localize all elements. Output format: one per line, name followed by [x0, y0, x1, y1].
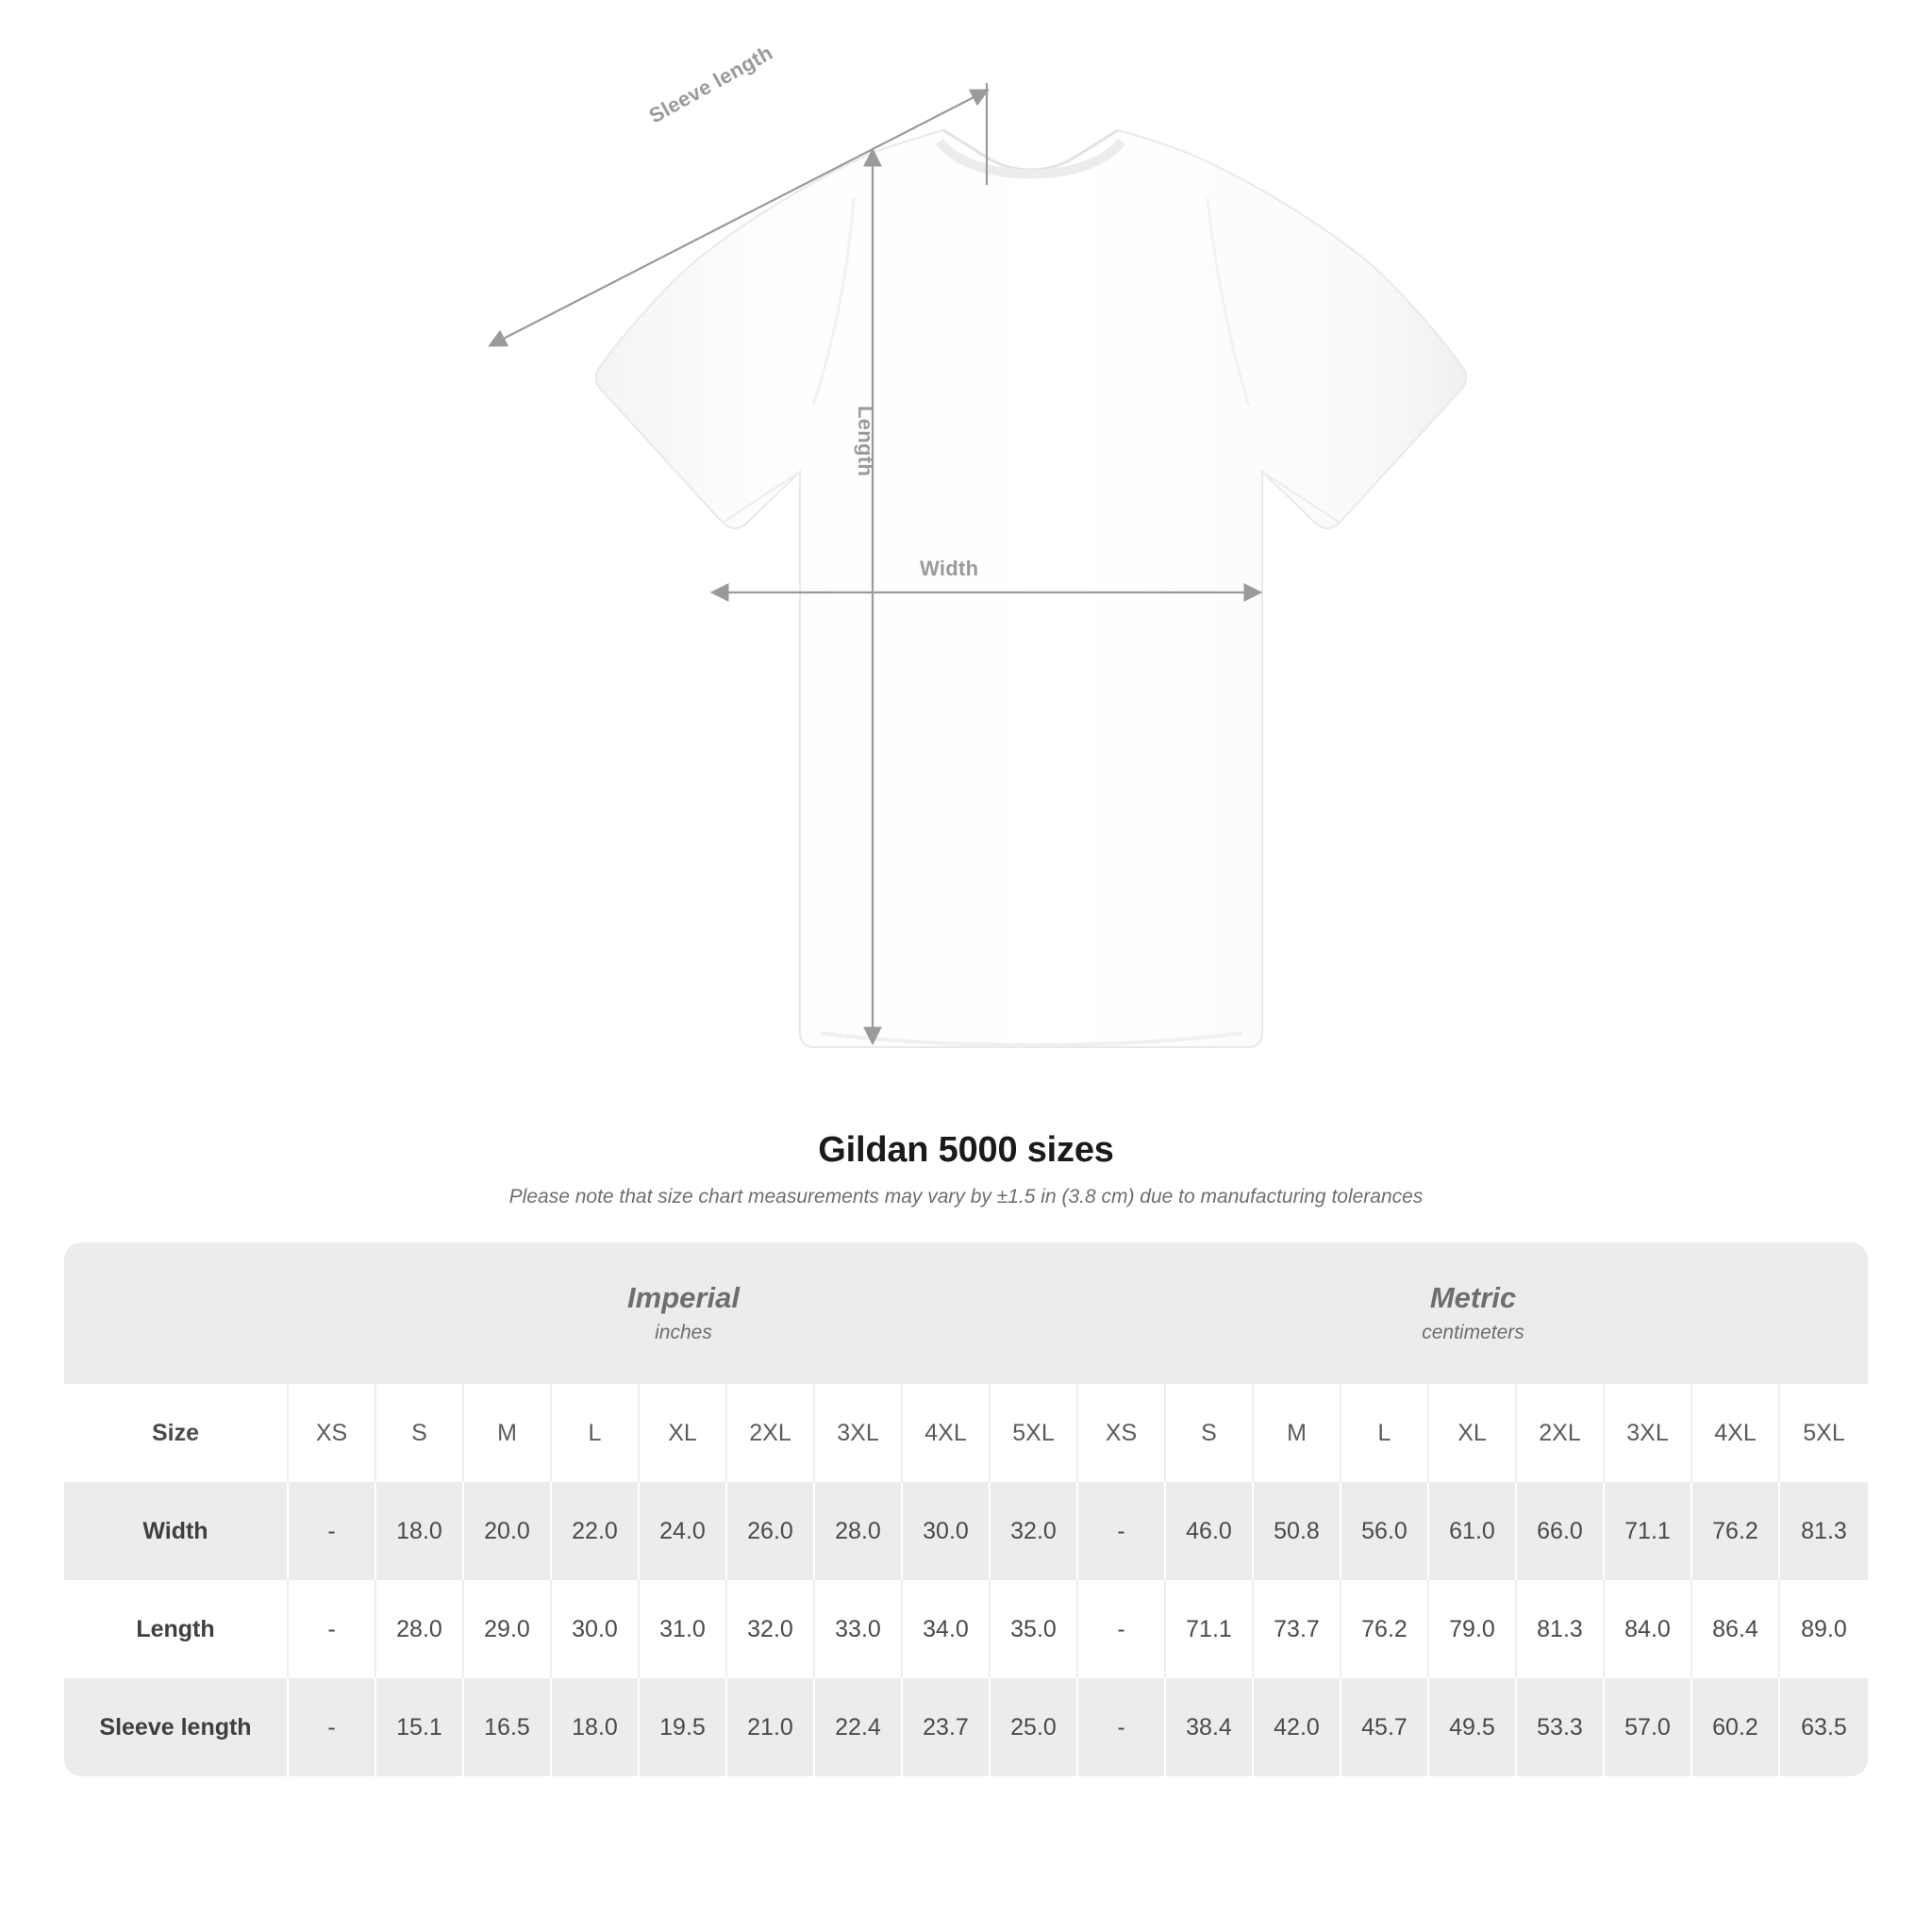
cell-length-imperial-3xl: 33.0 — [815, 1580, 903, 1678]
cell-width-imperial-2xl: 26.0 — [727, 1482, 815, 1580]
cell-width-metric-5xl: 81.3 — [1780, 1482, 1868, 1580]
size-header-row — [64, 1384, 1868, 1482]
cell-sleeve-imperial-2xl: 21.0 — [727, 1678, 815, 1776]
size-header-metric-3xl: 3XL — [1605, 1384, 1692, 1482]
unit-header-metric — [1078, 1242, 1868, 1384]
cell-length-metric-l: 76.2 — [1341, 1580, 1429, 1678]
width-label: Width — [920, 557, 979, 580]
cell-sleeve-metric-3xl: 57.0 — [1605, 1678, 1692, 1776]
size-header-metric-4xl: 4XL — [1692, 1384, 1780, 1482]
page-title: Gildan 5000 sizes — [818, 1130, 1114, 1170]
cell-length-imperial-l: 30.0 — [552, 1580, 640, 1678]
size-header-imperial-xl: XL — [640, 1384, 727, 1482]
cell-width-metric-xl: 61.0 — [1429, 1482, 1517, 1580]
table-row — [64, 1580, 1868, 1678]
size-header-metric-5xl: 5XL — [1780, 1384, 1868, 1482]
cell-width-metric-s: 46.0 — [1166, 1482, 1254, 1580]
size-header-imperial-3xl: 3XL — [815, 1384, 903, 1482]
size-header-imperial-s: S — [376, 1384, 464, 1482]
cell-sleeve-imperial-m: 16.5 — [464, 1678, 552, 1776]
cell-length-metric-3xl: 84.0 — [1605, 1580, 1692, 1678]
cell-length-metric-2xl: 81.3 — [1517, 1580, 1605, 1678]
cell-width-metric-4xl: 76.2 — [1692, 1482, 1780, 1580]
cell-sleeve-imperial-3xl: 22.4 — [815, 1678, 903, 1776]
cell-length-imperial-s: 28.0 — [376, 1580, 464, 1678]
cell-sleeve-imperial-5xl: 25.0 — [991, 1678, 1078, 1776]
size-header-metric-s: S — [1166, 1384, 1254, 1482]
cell-length-metric-m: 73.7 — [1254, 1580, 1341, 1678]
tshirt-shape — [596, 130, 1466, 1047]
cell-length-imperial-m: 29.0 — [464, 1580, 552, 1678]
tolerance-note: Please note that size chart measurements may vary by ±1.5 in (3.8 cm) due to manufacturing tolerances — [508, 1186, 1424, 1208]
cell-sleeve-metric-2xl: 53.3 — [1517, 1678, 1605, 1776]
row-label-length: Length — [64, 1580, 289, 1678]
row-label-width: Width — [64, 1482, 289, 1580]
table-row — [64, 1678, 1868, 1776]
size-header-imperial-5xl: 5XL — [991, 1384, 1078, 1482]
unit-header-row — [64, 1242, 1868, 1384]
cell-sleeve-imperial-s: 15.1 — [376, 1678, 464, 1776]
cell-sleeve-metric-s: 38.4 — [1166, 1678, 1254, 1776]
cell-width-imperial-xl: 24.0 — [640, 1482, 727, 1580]
cell-sleeve-metric-m: 42.0 — [1254, 1678, 1341, 1776]
size-header-metric-2xl: 2XL — [1517, 1384, 1605, 1482]
size-header-metric-xs: XS — [1078, 1384, 1166, 1482]
cell-width-metric-m: 50.8 — [1254, 1482, 1341, 1580]
cell-length-imperial-2xl: 32.0 — [727, 1580, 815, 1678]
cell-sleeve-imperial-xs: - — [289, 1678, 376, 1776]
size-header-label: Size — [64, 1384, 289, 1482]
size-header-imperial-4xl: 4XL — [903, 1384, 991, 1482]
size-header-metric-l: L — [1341, 1384, 1429, 1482]
unit-imperial-sub: inches — [655, 1322, 712, 1344]
length-label: Length — [854, 406, 877, 477]
cell-width-metric-3xl: 71.1 — [1605, 1482, 1692, 1580]
cell-sleeve-imperial-xl: 19.5 — [640, 1678, 727, 1776]
cell-length-imperial-4xl: 34.0 — [903, 1580, 991, 1678]
cell-length-metric-xs: - — [1078, 1580, 1166, 1678]
cell-sleeve-metric-4xl: 60.2 — [1692, 1678, 1780, 1776]
cell-sleeve-metric-xs: - — [1078, 1678, 1166, 1776]
cell-sleeve-imperial-4xl: 23.7 — [903, 1678, 991, 1776]
cell-width-metric-xs: - — [1078, 1482, 1166, 1580]
cell-length-imperial-xs: - — [289, 1580, 376, 1678]
table-row — [64, 1482, 1868, 1580]
size-table-wrapper — [64, 1242, 1868, 1776]
cell-width-imperial-l: 22.0 — [552, 1482, 640, 1580]
unit-imperial-name: Imperial — [627, 1280, 740, 1314]
cell-length-imperial-xl: 31.0 — [640, 1580, 727, 1678]
cell-width-imperial-xs: - — [289, 1482, 376, 1580]
size-header-metric-xl: XL — [1429, 1384, 1517, 1482]
cell-width-imperial-5xl: 32.0 — [991, 1482, 1078, 1580]
cell-length-metric-4xl: 86.4 — [1692, 1580, 1780, 1678]
unit-metric-sub: centimeters — [1422, 1322, 1524, 1344]
size-header-metric-m: M — [1254, 1384, 1341, 1482]
cell-width-imperial-4xl: 30.0 — [903, 1482, 991, 1580]
unit-header-spacer — [64, 1242, 289, 1384]
size-header-imperial-2xl: 2XL — [727, 1384, 815, 1482]
row-label-sleeve-length: Sleeve length — [64, 1678, 289, 1776]
cell-sleeve-imperial-l: 18.0 — [552, 1678, 640, 1776]
cell-width-imperial-m: 20.0 — [464, 1482, 552, 1580]
size-header-imperial-l: L — [552, 1384, 640, 1482]
cell-sleeve-metric-l: 45.7 — [1341, 1678, 1429, 1776]
cell-length-imperial-5xl: 35.0 — [991, 1580, 1078, 1678]
cell-width-metric-2xl: 66.0 — [1517, 1482, 1605, 1580]
unit-header-imperial — [289, 1242, 1078, 1384]
cell-length-metric-s: 71.1 — [1166, 1580, 1254, 1678]
cell-length-metric-xl: 79.0 — [1429, 1580, 1517, 1678]
title-block — [0, 1130, 1932, 1208]
cell-sleeve-metric-xl: 49.5 — [1429, 1678, 1517, 1776]
cell-sleeve-metric-5xl: 63.5 — [1780, 1678, 1868, 1776]
size-header-imperial-m: M — [464, 1384, 552, 1482]
cell-width-metric-l: 56.0 — [1341, 1482, 1429, 1580]
size-header-imperial-xs: XS — [289, 1384, 376, 1482]
cell-width-imperial-s: 18.0 — [376, 1482, 464, 1580]
cell-width-imperial-3xl: 28.0 — [815, 1482, 903, 1580]
cell-length-metric-5xl: 89.0 — [1780, 1580, 1868, 1678]
unit-metric-name: Metric — [1429, 1280, 1517, 1314]
size-table — [64, 1242, 1868, 1776]
sleeve-length-label: Sleeve length — [644, 40, 777, 128]
